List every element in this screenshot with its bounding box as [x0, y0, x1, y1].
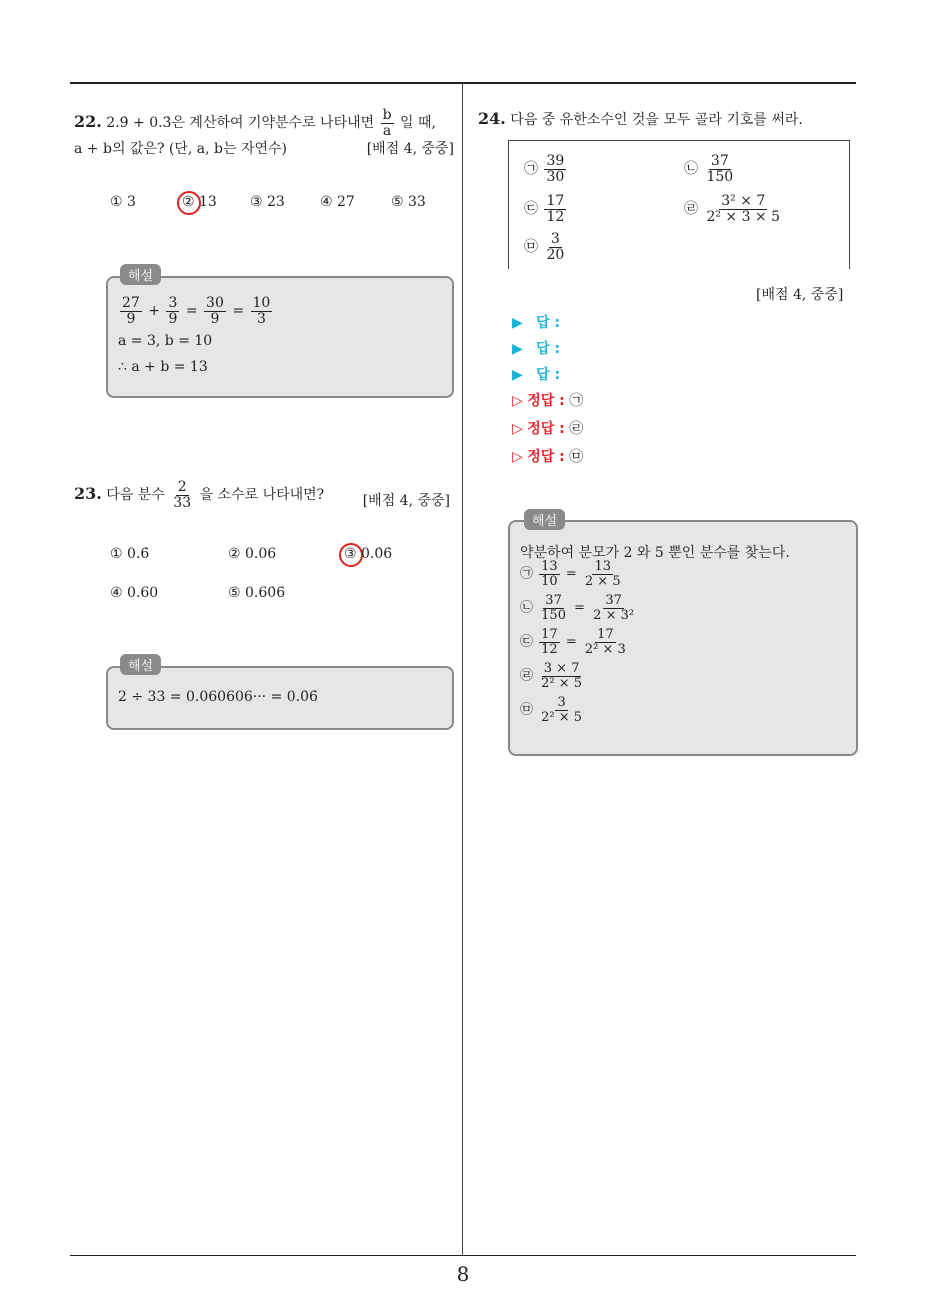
correct-answer-1: ▷ 정답 : ㉠: [512, 393, 584, 409]
q24-explanation-row-1: ㉠ $\frac{13}{10}$ = $\frac{13}{2 \times 5}$: [520, 559, 621, 589]
option-5[interactable]: ⑤ 0.60̇6̇: [228, 585, 286, 601]
q22-explanation-line3: ∴ a + b = 13: [118, 359, 208, 375]
score-tag: [배점 4, 중중]: [362, 493, 450, 509]
answer-line-2[interactable]: ▶ 답 :: [512, 341, 561, 357]
q22-explanation-line1: $\frac{27}{9}$ + $\frac{3}{9}$ = $\frac{30}{9}$ = $\frac{10}{3}$: [122, 295, 271, 327]
answer-line-1[interactable]: ▶ 답 :: [512, 315, 561, 331]
q24-item-1: ㉠ $\frac{39}{30}$: [524, 153, 565, 185]
score-tag: [배점 4, 중중]: [756, 287, 844, 303]
correct-answer-2: ▷ 정답 : ㉣: [512, 421, 584, 437]
question-text: 다음 분수: [106, 487, 165, 504]
q24-explanation-row-5: ㉤ $\frac{3}{\text{2² × 5}}$: [520, 695, 583, 725]
option-4[interactable]: ④ 0.60: [110, 585, 159, 601]
question-22: [74, 108, 454, 160]
explanation-label: 해설: [120, 264, 161, 285]
option-1[interactable]: ① 0.6̇: [110, 546, 150, 562]
option-2[interactable]: ② 13: [182, 194, 217, 210]
q24-item-5: ㉤ $\frac{3}{20}$: [524, 231, 565, 263]
column-divider: [462, 84, 463, 1256]
option-1[interactable]: ① 3: [110, 194, 136, 210]
fraction: $\frac{2}{33}$: [173, 479, 192, 511]
q23-options: [110, 546, 450, 606]
question-text: 을 소수로 나타내면?: [199, 487, 325, 504]
question-number: 24.: [478, 109, 506, 128]
q24-explanation-row-3: ㉢ $\frac{17}{12}$ = $\frac{17}{\text{2² × 3}}$: [520, 627, 626, 657]
option-3[interactable]: ③ 23: [250, 194, 285, 210]
correct-answer-3: ▷ 정답 : ㉤: [512, 449, 584, 465]
option-4[interactable]: ④ 27: [320, 194, 355, 210]
bottom-rule: [70, 1255, 856, 1256]
explanation-label: 해설: [120, 654, 161, 675]
option-2[interactable]: ② 0.06: [228, 546, 277, 562]
question-text: 일 때,: [400, 115, 436, 132]
answer-line-3[interactable]: ▶ 답 :: [512, 367, 561, 383]
q23-explanation-text: 2 ÷ 33 = 0.060606··· = 0.0̇6̇: [118, 689, 318, 705]
question-text: 다음 중 유한소수인 것을 모두 골라 기호를 써라.: [510, 112, 803, 128]
q24-explanation-row-4: ㉣ $\frac{3 \times 7}{\text{2² × 5}}$: [520, 661, 583, 691]
option-5[interactable]: ⑤ 33: [391, 194, 426, 210]
q22-explanation-line2: a = 3, b = 10: [118, 333, 213, 349]
question-text: 2.9̇ + 0.3̇은 계산하여 기약분수로 나타내면: [106, 115, 375, 132]
question-23: [74, 480, 454, 516]
option-3[interactable]: ③ 0.0̇6̇: [344, 546, 393, 562]
question-number: 23.: [74, 484, 102, 504]
q24-explanation-row-2: ㉡ $\frac{37}{150}$ = $\frac{37}{\text{2 × 3²}}$: [520, 593, 635, 623]
explanation-label: 해설: [524, 509, 565, 530]
score-tag: [배점 4, 중중]: [366, 141, 454, 158]
answer-circle-mark: [177, 191, 201, 215]
question-text: a + b의 값은? (단, a, b는 자연수): [74, 141, 288, 158]
q22-options: [110, 194, 450, 216]
q24-explanation-intro: 약분하여 분모가 2 와 5 뿐인 분수를 찾는다.: [520, 545, 790, 561]
question-24: [478, 108, 858, 131]
question-number: 22.: [74, 112, 102, 132]
fraction: $\frac{b}{a}$: [382, 107, 392, 139]
top-rule: [70, 82, 856, 84]
q24-item-2: ㉡ $\frac{37}{150}$: [684, 153, 734, 185]
q24-item-4: ㉣ $\frac{\text{3² × 7}}{\text{2² × 3 × 5}}$: [684, 193, 781, 225]
q24-item-3: ㉢ $\frac{17}{12}$: [524, 193, 565, 225]
page-number: 8: [456, 1262, 470, 1286]
